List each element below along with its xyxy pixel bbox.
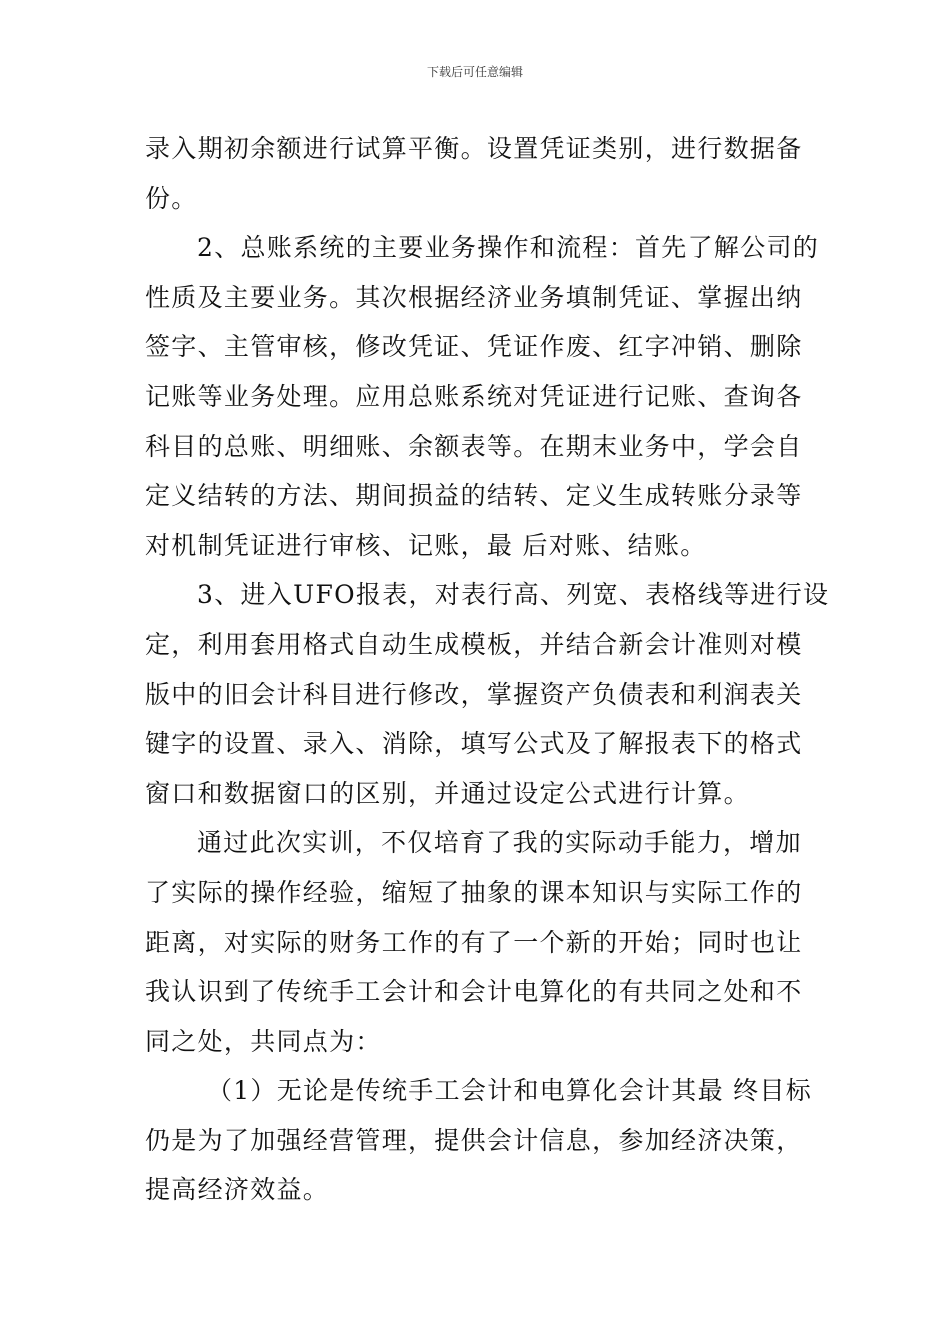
- text-line: 3、进入UFO报表，对表行高、列宽、表格线等进行设: [197, 580, 830, 610]
- text-line: 我认识到了传统手工会计和会计电算化的有共同之处和不: [145, 977, 803, 1007]
- text-line: 科目的总账、明细账、余额表等。在期末业务中，学会自: [145, 431, 803, 461]
- text-line: （1）无论是传统手工会计和电算化会计其最 终目标: [207, 1076, 813, 1106]
- text-line: 录入期初余额进行试算平衡。设置凭证类别，进行数据备: [145, 134, 803, 163]
- text-line: 份。: [145, 183, 198, 213]
- text-line: 定，利用套用格式自动生成模板，并结合新会计准则对模: [145, 629, 803, 659]
- text-line: 了实际的操作经验，缩短了抽象的课本知识与实际工作的: [145, 877, 803, 907]
- text-line: 距离，对实际的财务工作的有了一个新的开始；同时也让: [145, 927, 803, 957]
- text-line: 版中的旧会计科目进行修改，掌握资产负债表和利润表关: [145, 679, 803, 709]
- text-line: 提高经济效益。: [145, 1175, 330, 1205]
- text-line: 通过此次实训，不仅培育了我的实际动手能力，增加: [197, 828, 802, 858]
- page-header: 下载后可任意编辑: [426, 65, 523, 79]
- text-line: 性质及主要业务。其次根据经济业务填制凭证、掌握出纳: [145, 282, 803, 312]
- document-body: [145, 124, 830, 1215]
- text-line: 同之处，共同点为：: [145, 1026, 382, 1056]
- text-line: 记账等业务处理。应用总账系统对凭证进行记账、查询各: [145, 381, 803, 411]
- text-line: 2、总账系统的主要业务操作和流程：首先了解公司的: [197, 233, 820, 263]
- text-line: 窗口和数据窗口的区别，并通过设定公式进行计算。: [145, 778, 750, 808]
- text-line: 仍是为了加强经营管理，提供会计信息，参加经济决策，: [145, 1125, 803, 1155]
- text-line: 键字的设置、录入、消除，填写公式及了解报表下的格式: [145, 729, 803, 759]
- text-line: 对机制凭证进行审核、记账，最 后对账、结账。: [145, 530, 707, 560]
- text-line: 定义结转的方法、期间损益的结转、定义生成转账分录等: [145, 481, 803, 511]
- text-line: 签字、主管审核，修改凭证、凭证作废、红字冲销、删除: [145, 332, 803, 362]
